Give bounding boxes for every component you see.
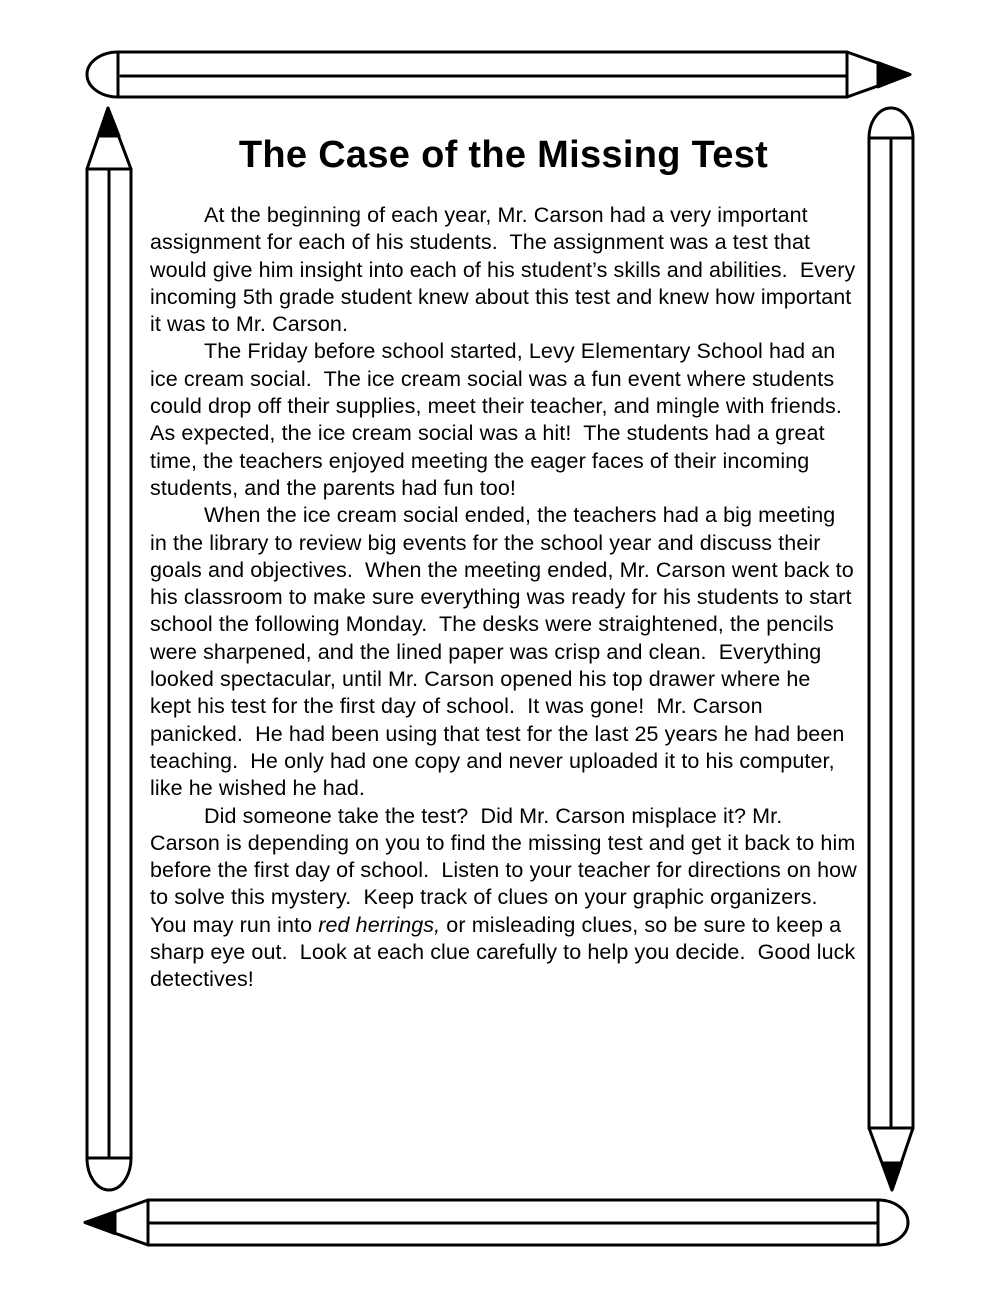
story-paragraph-4-tail: or misleading clues, so be sure to keep a sharp eye out. Look at each clue carefully to help you decide. Good luck detectives!: [150, 912, 862, 992]
pencil-right-icon: [869, 108, 913, 1190]
story-paragraph-4-lead: Did someone take the test? Did Mr. Carson misplace it? Mr. Carson is depending on you to find the missing test and get it back to him before the first day of school. Listen to your teacher for directions on how to solve this mystery. Keep track of clues on your graphic organizers. You may run into: [150, 803, 863, 937]
pencil-bottom-icon: [85, 1200, 908, 1245]
story-paragraph-4: [150, 803, 863, 994]
story-paragraph-2: The Friday before school started, Levy Elementary School had an ice cream social. The ice cream social was a fun event where students could drop off their supplies, meet their teacher, and mingle with friends. As expected, the ice cream social was a hit! The students had a great time, the teachers enjoyed meeting the eager faces of their incoming students, and the parents had fun too!: [150, 339, 853, 500]
pencil-top-icon: [87, 52, 910, 97]
story-paragraph-3: When the ice cream social ended, the teachers had a big meeting in the library to review big events for the school year and discuss their goals and objectives. When the meeting ended, Mr. Carson went back to his classroom to make sure everything was ready for his students to start school the following Monday. The desks were straightened, the pencils were sharpened, and the lined paper was crisp and clean. Everything looked spectacular, until Mr. Carson opened his top drawer where he kept his test for the first day of school. It was gone! Mr. Carson panicked. He had been using that test for the last 25 years he had been teaching. He only had one copy and never uploaded it to his computer, like he wished he had.: [150, 503, 860, 801]
pencil-left-icon: [87, 108, 131, 1190]
story-paragraph-1: At the beginning of each year, Mr. Carson had a very important assignment for each of his students. The assignment was a test that would give him insight into each of his student’s skills and abilities. Every incoming 5th grade student knew about this test and knew how important it was to Mr. Carson.: [150, 203, 862, 337]
page-title: The Case of the Missing Test: [238, 134, 769, 176]
story-content: [150, 132, 863, 994]
red-herrings-italic-text: red herrings,: [318, 912, 441, 937]
